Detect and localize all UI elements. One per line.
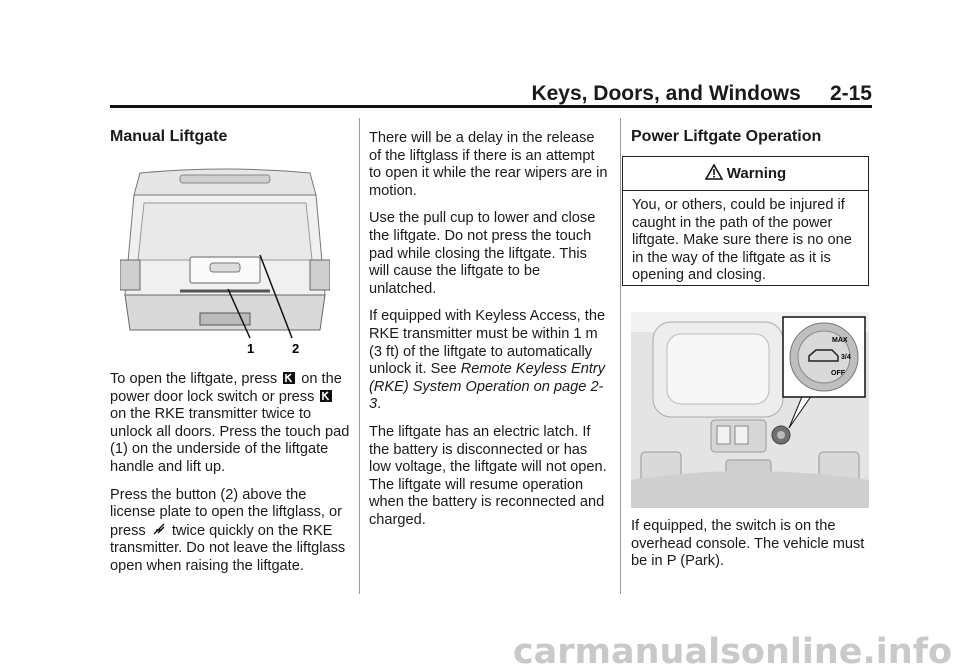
paragraph: The liftgate has an electric latch. If the battery is disconnected or has low voltage, the liftgate will not open. The liftgate will resume operation when the battery is reconnected and charged.: [369, 423, 607, 528]
warning-box: [622, 156, 869, 286]
liftgate-rear-illustration: [120, 165, 330, 365]
column-2: [369, 130, 609, 539]
warning-text: You, or others, could be injured if caught in the path of the power liftgate. Make sure there is no one in the way of the liftgate as it is opening and closing.: [632, 197, 852, 284]
page-header-title: Keys, Doors, and Windows 2-15: [531, 82, 872, 105]
column-divider-1: [359, 118, 360, 594]
liftglass-icon: [152, 522, 166, 536]
switch-label-three-quarter: 3/4: [841, 354, 851, 361]
paragraph: There will be a delay in the release of the liftglass if there is an attempt to open it while the rear wipers are in motion.: [369, 130, 608, 199]
overhead-console-illustration: [631, 312, 869, 508]
switch-label-max: MAX: [832, 337, 848, 344]
cross-reference-link[interactable]: Remote Keyless Entry (RKE) System Operation on page 2-3: [369, 361, 606, 413]
column-1: [110, 128, 350, 146]
column-3-caption: [631, 518, 871, 581]
column-3: [631, 128, 871, 146]
figure-caption: If equipped, the switch is on the overhead console. The vehicle must be in P (Park).: [631, 518, 865, 570]
paragraph: Press the button (2) above the license plate to open the liftglass, or press twice quickly on the RKE transmitter. Do not leave the liftglass open when raising the liftgate.: [110, 486, 346, 574]
unlock-key-icon: [283, 372, 295, 384]
unlock-key-icon: [320, 390, 332, 402]
watermark: carmanualsonline.info: [512, 632, 952, 672]
paragraph: To open the liftgate, press on the power door lock switch or press on the RKE transmitter twice to unlock all doors. Press the touch pad (1) on the underside of the liftgate handle and lift up.: [110, 371, 350, 475]
callout-2: 2: [292, 341, 300, 356]
warning-triangle-icon: [705, 164, 723, 180]
column-divider-2: [620, 118, 621, 594]
warning-header: Warning: [623, 157, 868, 191]
callout-1: 1: [247, 341, 255, 356]
section-heading-manual-liftgate: Manual Liftgate: [110, 128, 228, 145]
paragraph: Use the pull cup to lower and close the liftgate. Do not press the touch pad while closing the liftgate. This will cause the liftgate to be unlatched.: [369, 210, 596, 297]
switch-label-off: OFF: [831, 370, 845, 377]
paragraph: If equipped with Keyless Access, the RKE transmitter must be within 1 m (3 ft) of the liftgate to automatically unlock it. See Remote Keyless Entry (RKE) System Operation on page 2-3.: [369, 308, 606, 413]
section-heading-power-liftgate: Power Liftgate Operation: [631, 128, 822, 145]
column-1-body: [110, 371, 350, 586]
header-rule: [110, 105, 872, 108]
